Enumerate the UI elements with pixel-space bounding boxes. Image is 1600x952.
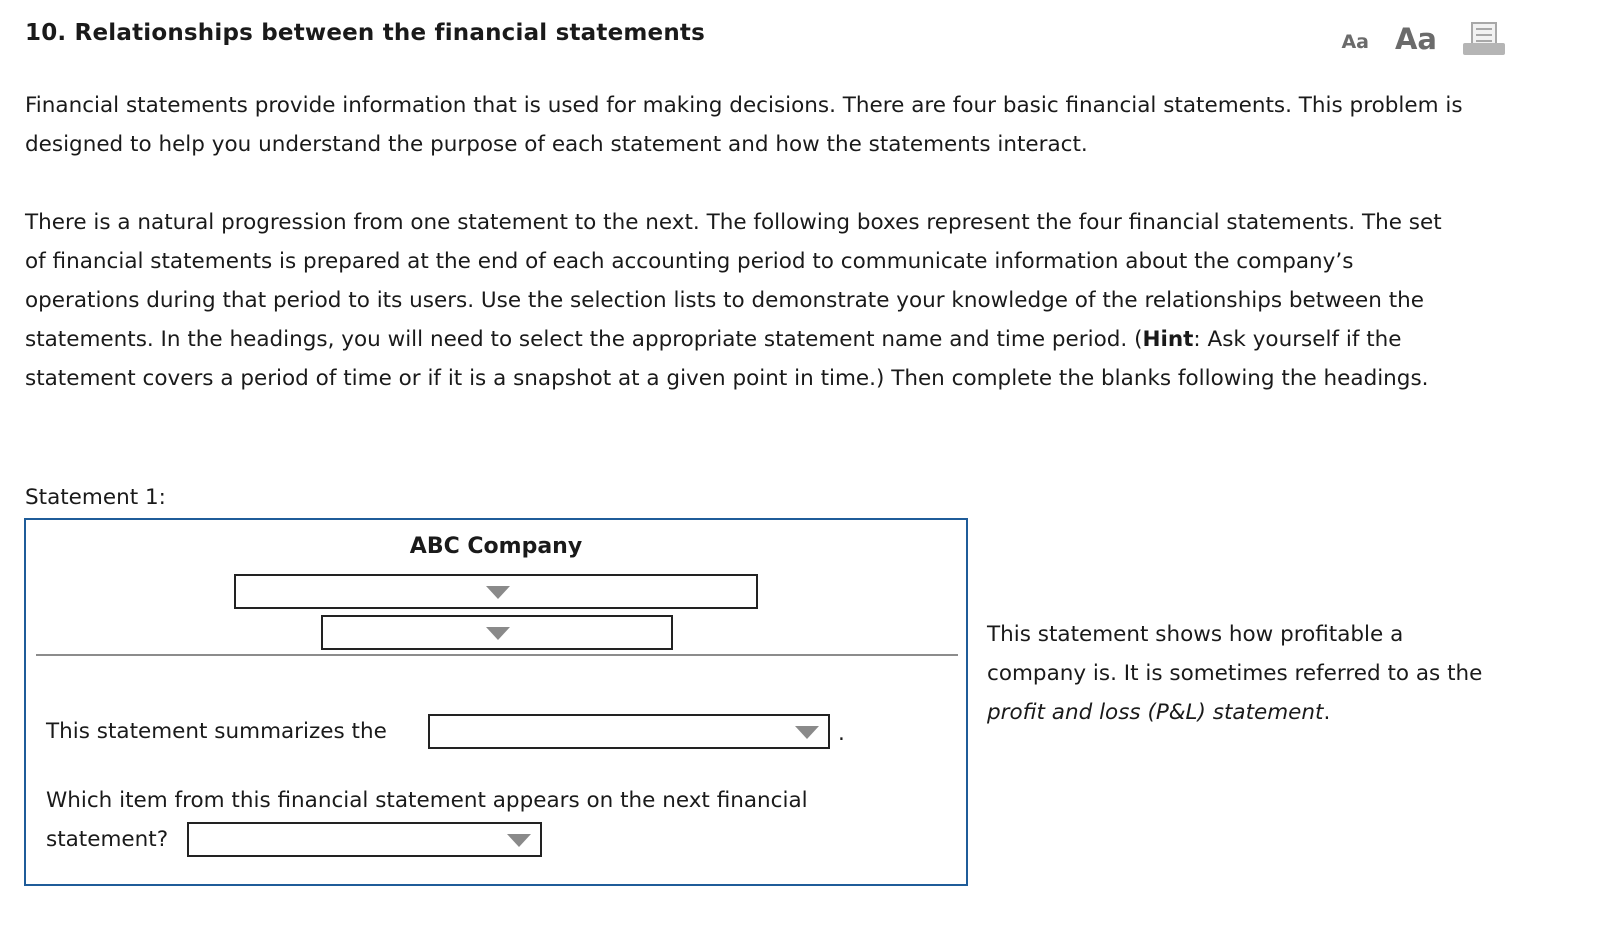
print-base [1463, 43, 1505, 55]
statement-1-box [24, 518, 968, 886]
increase-font-button[interactable]: Aa [1394, 22, 1437, 56]
dropdown-arrow-icon [795, 726, 819, 739]
paragraph-2-text: There is a natural progression from one statement to the next. The following boxes represent the four financial statements. The set of financial statements is prepared at the end of each accounting period to communicate information about the company’s operations during that period to its users. Use the selection lists to demonstrate your knowledge of the relationships between the statements. In the headings, you will need to select the appropriate statement name and time period. ( [25, 210, 1442, 352]
header [25, 20, 1505, 60]
print-icon[interactable] [1463, 22, 1505, 56]
statement-1-description [987, 615, 1487, 732]
description-emphasis: profit and loss (P&L) statement [987, 700, 1324, 725]
description-text: This statement shows how profitable a company is. It is sometimes referred to as the [987, 622, 1483, 686]
intro-paragraph-1: Financial statements provide information that is used for making decisions. There are four basic financial statements. This problem is designed to help you understand the purpose of each statement and how the statements interact. [25, 93, 1463, 157]
summary-select[interactable] [428, 714, 830, 749]
company-name: ABC Company [409, 534, 583, 559]
heading-divider [36, 654, 958, 656]
next-item-prompt-line-1: Which item from this financial statement appears on the next financial [46, 788, 808, 813]
toolbar [1341, 16, 1505, 56]
dropdown-arrow-icon [507, 834, 531, 847]
summary-prompt: This statement summarizes the [46, 719, 387, 744]
dropdown-arrow-icon [486, 586, 510, 599]
statement-1-label: Statement 1: [25, 485, 166, 510]
page-title: 10. Relationships between the financial statements [25, 20, 705, 46]
paragraph-2-text-end: : Ask yourself if the statement covers a period of time or if it is a snapshot at a given point in time.) Then complete the blanks following the headings. [25, 327, 1429, 391]
hint-label: Hint [1142, 327, 1194, 352]
decrease-font-button[interactable]: Aa [1341, 31, 1369, 53]
summary-period: . [838, 721, 845, 746]
next-item-prompt-line-2: statement? [46, 827, 169, 852]
statement-name-select[interactable] [234, 574, 758, 609]
dropdown-arrow-icon [486, 627, 510, 640]
time-period-select[interactable] [321, 615, 673, 650]
next-item-select[interactable] [187, 822, 542, 857]
intro-paragraph-2 [25, 203, 1465, 398]
description-end: . [1323, 700, 1331, 725]
